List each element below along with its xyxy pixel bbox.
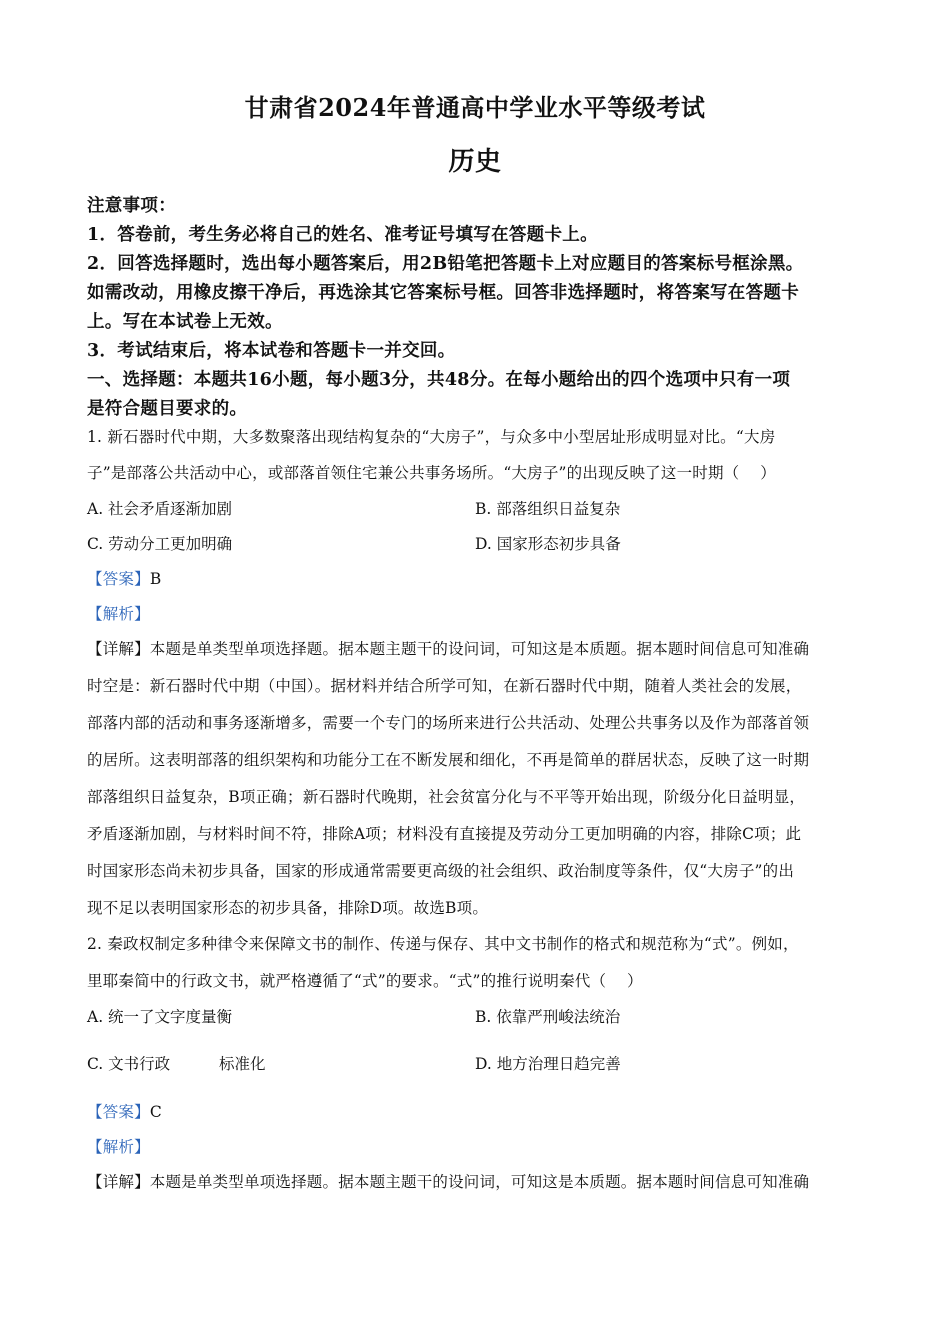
q1-detail-line-1: 【详解】本题是单类型单项选择题。据本题主题干的设问词，可知这是本质题。据本题时间信息可知准确 — [87, 640, 810, 658]
q1-detail-line-8: 现不足以表明国家形态的初步具备，排除D项。故选B项。 — [87, 899, 489, 917]
q2-answer — [87, 1100, 162, 1122]
notice-item-3: 3．考试结束后，将本试卷和答题卡一并交回。 — [87, 341, 456, 361]
q1-analysis-label: 【解析】 — [87, 605, 150, 623]
notice-item-2-line-1: 2．回答选择题时，选出每小题答案后，用2B铅笔把答题卡上对应题目的答案标号框涂黑。 — [87, 254, 804, 274]
q2-option-c-part-2: 标准化 — [219, 1055, 266, 1073]
q2-option-d: D. 地方治理日趋完善 — [475, 1055, 621, 1073]
q2-analysis-label: 【解析】 — [87, 1138, 150, 1156]
q2-option-b: B. 依靠严刑峻法统治 — [475, 1008, 621, 1026]
q2-stem-line-2: 里耶秦简中的行政文书，就严格遵循了“式”的要求。“式”的推行说明秦代（ ） — [87, 972, 643, 990]
q2-answer-label: 【答案】 — [87, 1103, 150, 1121]
subject-title: 历史 — [448, 147, 502, 177]
q1-detail-line-7: 时国家形态尚未初步具备，国家的形成通常需要更高级的社会组织、政治制度等条件，仅“大房子”的出 — [87, 862, 795, 880]
q1-option-d: D. 国家形态初步具备 — [475, 535, 621, 553]
notice-item-2-line-3: 上。写在本试卷上无效。 — [87, 312, 283, 332]
q1-option-b: B. 部落组织日益复杂 — [475, 500, 621, 518]
q1-option-c: C. 劳动分工更加明确 — [87, 535, 233, 553]
section-heading-line-1: 一、选择题：本题共16小题，每小题3分，共48分。在每小题给出的四个选项中只有一项 — [87, 370, 791, 390]
q1-detail-line-5: 部落组织日益复杂，B项正确；新石器时代晚期，社会贫富分化与不平等开始出现，阶级分化日益明显， — [87, 788, 806, 806]
q1-detail-line-3: 部落内部的活动和事务逐渐增多，需要一个专门的场所来进行公共活动、处理公共事务以及作为部落首领 — [87, 714, 810, 732]
q2-stem-line-1: 2. 秦政权制定多种律令来保障文书的制作、传递与保存、其中文书制作的格式和规范称为“式”。例如， — [87, 935, 799, 953]
q2-detail-line-1: 【详解】本题是单类型单项选择题。据本题主题干的设问词，可知这是本质题。据本题时间信息可知准确 — [87, 1173, 810, 1191]
q1-answer-label: 【答案】 — [87, 570, 150, 588]
q1-stem-line-2: 子”是部落公共活动中心，或部落首领住宅兼公共事务场所。“大房子”的出现反映了这一时期（ ） — [87, 464, 776, 482]
q1-detail-line-4: 的居所。这表明部落的组织架构和功能分工在不断发展和细化，不再是简单的群居状态，反映了这一时期 — [87, 751, 810, 769]
q1-detail-line-6: 矛盾逐渐加剧，与材料时间不符，排除A项；材料没有直接提及劳动分工更加明确的内容，排除C项；此 — [87, 825, 802, 843]
q2-answer-value: C — [149, 1103, 162, 1121]
section-heading-line-2: 是符合题目要求的。 — [87, 399, 248, 419]
q1-detail-line-2: 时空是：新石器时代中期（中国）。据材料并结合所学可知，在新石器时代中期，随着人类社会的发展， — [87, 677, 802, 695]
notice-item-1: 1．答卷前，考生务必将自己的姓名、准考证号填写在答题卡上。 — [87, 225, 598, 245]
q1-answer — [87, 567, 161, 589]
q1-answer-value: B — [149, 570, 162, 588]
q1-option-a: A. 社会矛盾逐渐加剧 — [87, 500, 233, 518]
exam-title: 甘肃省2024年普通高中学业水平等级考试 — [244, 93, 706, 122]
q2-option-a: A. 统一了文字度量衡 — [87, 1008, 233, 1026]
notice-heading: 注意事项： — [87, 196, 176, 216]
q1-stem-line-1: 1. 新石器时代中期，大多数聚落出现结构复杂的“大房子”，与众多中小型居址形成明显对比。“大房 — [87, 428, 776, 446]
notice-item-2-line-2: 如需改动，用橡皮擦干净后，再选涂其它答案标号框。回答非选择题时，将答案写在答题卡 — [87, 283, 799, 303]
q2-option-c-part-1: C. 文书行政 — [87, 1055, 171, 1073]
